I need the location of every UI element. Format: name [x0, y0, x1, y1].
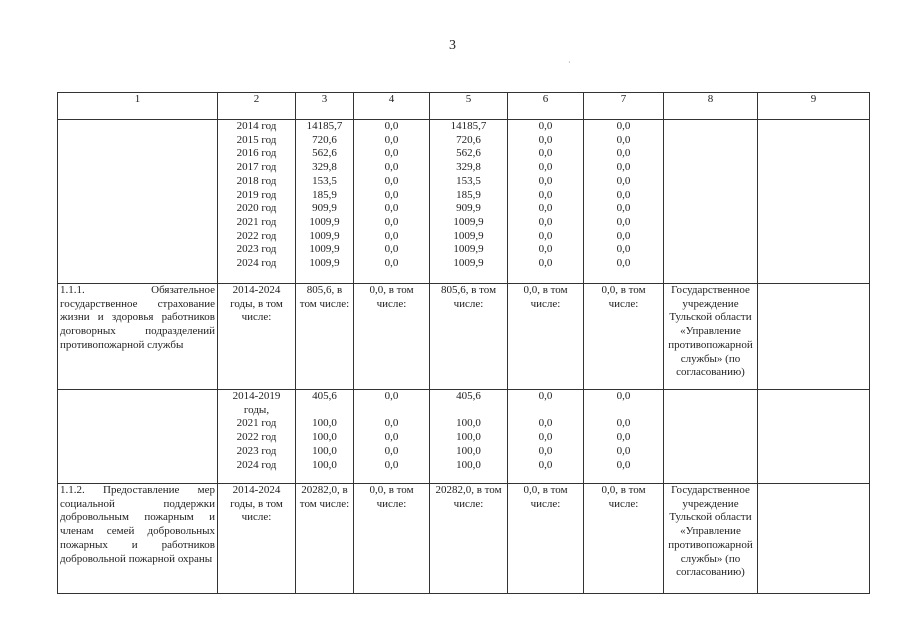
- item-col6: 0,0, в том числе:: [508, 284, 584, 390]
- item-col5: 20282,0, в том числе:: [430, 484, 508, 594]
- program-table: [57, 92, 870, 594]
- col4-values: 0,0 0,0 0,0 0,0 0,0 0,0 0,0 0,0 0,0 0,0 0,0: [354, 120, 430, 284]
- col3-values: 405,6 100,0 100,0 100,0 100,0: [296, 390, 354, 484]
- item-col3: 805,6, в том числе:: [296, 284, 354, 390]
- executor-cell: [664, 390, 758, 484]
- header-row: [58, 93, 870, 120]
- header-col-5: 5: [430, 93, 508, 120]
- col9-cell: [758, 284, 870, 390]
- item-col5: 805,6, в том числе:: [430, 284, 508, 390]
- table-row: [58, 484, 870, 594]
- period-cell: 2014-2019 годы, 2021 год 2022 год 2023 год 2024 год: [218, 390, 296, 484]
- page-number: 3: [449, 38, 456, 53]
- item-col4: 0,0, в том числе:: [354, 284, 430, 390]
- col7-values: 0,0 0,0 0,0 0,0 0,0: [584, 390, 664, 484]
- item-col4: 0,0, в том числе:: [354, 484, 430, 594]
- item-executor: Государственное учреждение Тульской области «Управление противопожарной службы» (по согласованию): [664, 284, 758, 390]
- col7-values: 0,0 0,0 0,0 0,0 0,0 0,0 0,0 0,0 0,0 0,0 0,0: [584, 120, 664, 284]
- col9-cell: [758, 120, 870, 284]
- item-period: 2014-2024 годы, в том числе:: [218, 284, 296, 390]
- table-row: [58, 120, 870, 284]
- executor-cell: [664, 120, 758, 284]
- header-col-9: 9: [758, 93, 870, 120]
- col6-values: 0,0 0,0 0,0 0,0 0,0 0,0 0,0 0,0 0,0 0,0 0,0: [508, 120, 584, 284]
- period-cell: 2014 год 2015 год 2016 год 2017 год 2018 год 2019 год 2020 год 2021 год 2022 год 2023 год 2024 год: [218, 120, 296, 284]
- description-cell: [58, 390, 218, 484]
- header-col-6: 6: [508, 93, 584, 120]
- item-col3: 20282,0, в том числе:: [296, 484, 354, 594]
- item-period: 2014-2024 годы, в том числе:: [218, 484, 296, 594]
- description-cell: [58, 120, 218, 284]
- col6-values: 0,0 0,0 0,0 0,0 0,0: [508, 390, 584, 484]
- header-col-2: 2: [218, 93, 296, 120]
- col5-values: 405,6 100,0 100,0 100,0 100,0: [430, 390, 508, 484]
- header-col-1: 1: [58, 93, 218, 120]
- col3-values: 14185,7 720,6 562,6 329,8 153,5 185,9 909,9 1009,9 1009,9 1009,9 1009,9: [296, 120, 354, 284]
- col9-cell: [758, 390, 870, 484]
- header-col-7: 7: [584, 93, 664, 120]
- col4-values: 0,0 0,0 0,0 0,0 0,0: [354, 390, 430, 484]
- item-executor: Государственное учреждение Тульской области «Управление противопожарной службы» (по согласованию): [664, 484, 758, 594]
- table-row: [58, 390, 870, 484]
- col9-cell: [758, 484, 870, 594]
- item-col6: 0,0, в том числе:: [508, 484, 584, 594]
- header-col-4: 4: [354, 93, 430, 120]
- table-row: [58, 284, 870, 390]
- header-col-8: 8: [664, 93, 758, 120]
- item-description: 1.1.2. Предоставление мер социальной поддержки добровольным пожарным и членам семей добровольных пожарных и работников добровольной пожарной охраны: [58, 484, 218, 594]
- scan-speck: ·: [568, 58, 571, 67]
- item-col7: 0,0, в том числе:: [584, 484, 664, 594]
- col5-values: 14185,7 720,6 562,6 329,8 153,5 185,9 909,9 1009,9 1009,9 1009,9 1009,9: [430, 120, 508, 284]
- item-col7: 0,0, в том числе:: [584, 284, 664, 390]
- header-col-3: 3: [296, 93, 354, 120]
- item-description: 1.1.1. Обязательное государственное страхование жизни и здоровья работников договорных подразделений противопожарной службы: [58, 284, 218, 390]
